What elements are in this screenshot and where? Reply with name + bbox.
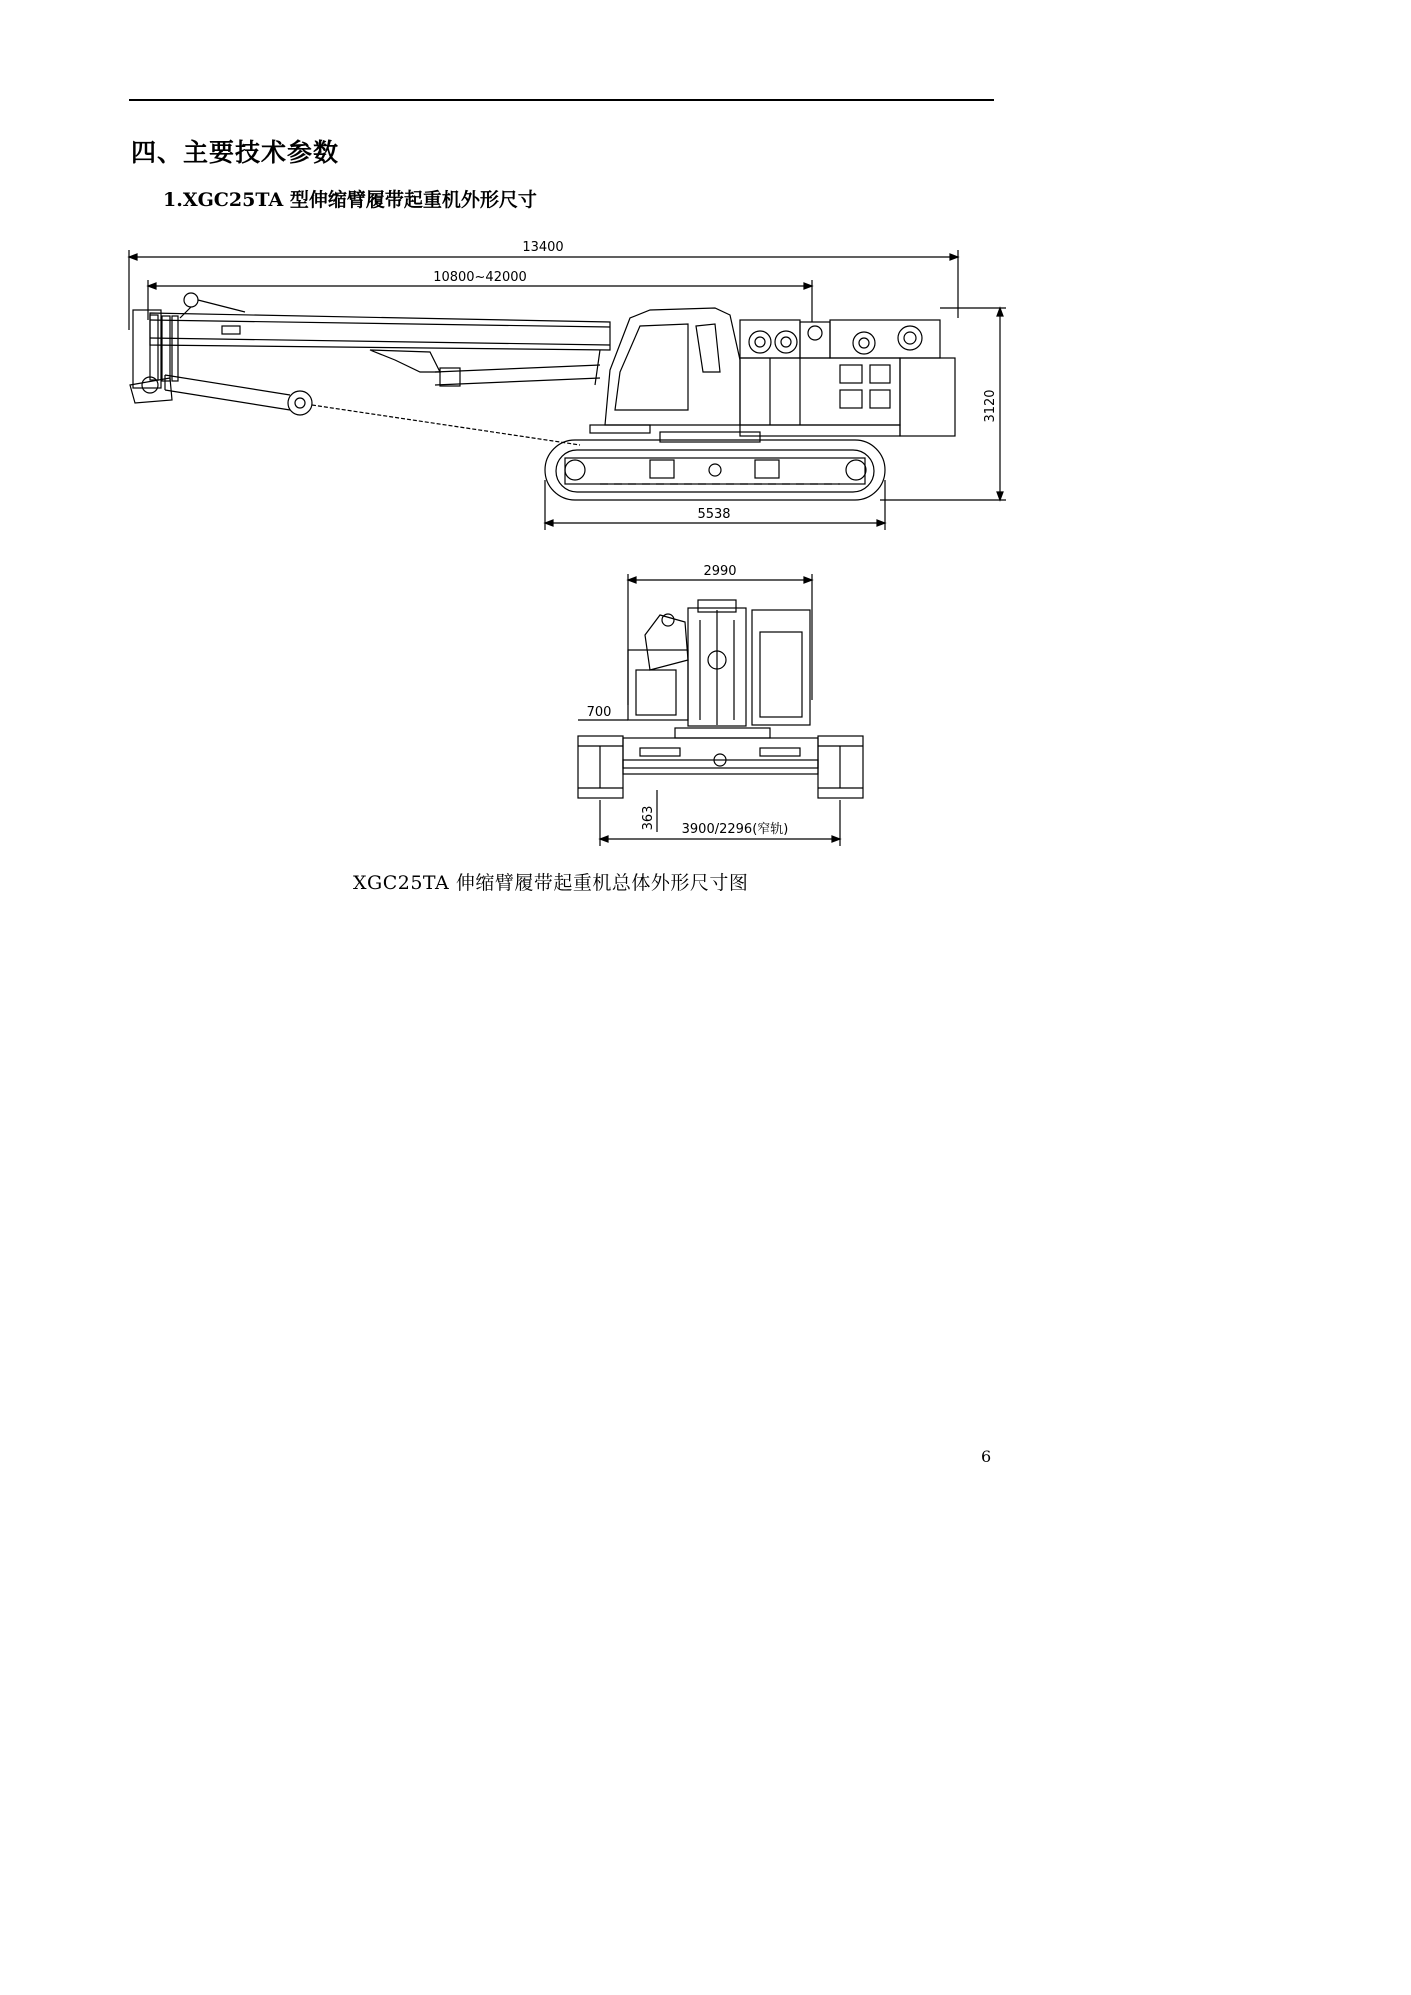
section-title: 四、主要技术参数 [131, 138, 340, 167]
dim-height: 3120 [983, 389, 998, 423]
dim-clearance: 363 [641, 805, 656, 831]
subsection-title: 1.XGC25TA 型伸缩臂履带起重机外形尺寸 [163, 189, 537, 211]
figure-caption: XGC25TA 伸缩臂履带起重机总体外形尺寸图 [353, 872, 749, 894]
dim-track-gauge: 3900/2296(窄轨) [681, 822, 789, 837]
dim-track-shoe: 700 [586, 705, 612, 720]
side-view-drawing [0, 0, 1103, 560]
dim-overall-length: 13400 [522, 240, 564, 255]
front-view-drawing [0, 560, 1103, 880]
dim-front-width: 2990 [703, 564, 737, 579]
page-number: 6 [981, 1447, 992, 1466]
dim-track-length: 5538 [697, 507, 731, 522]
dim-boom-length: 10800~42000 [433, 270, 527, 285]
